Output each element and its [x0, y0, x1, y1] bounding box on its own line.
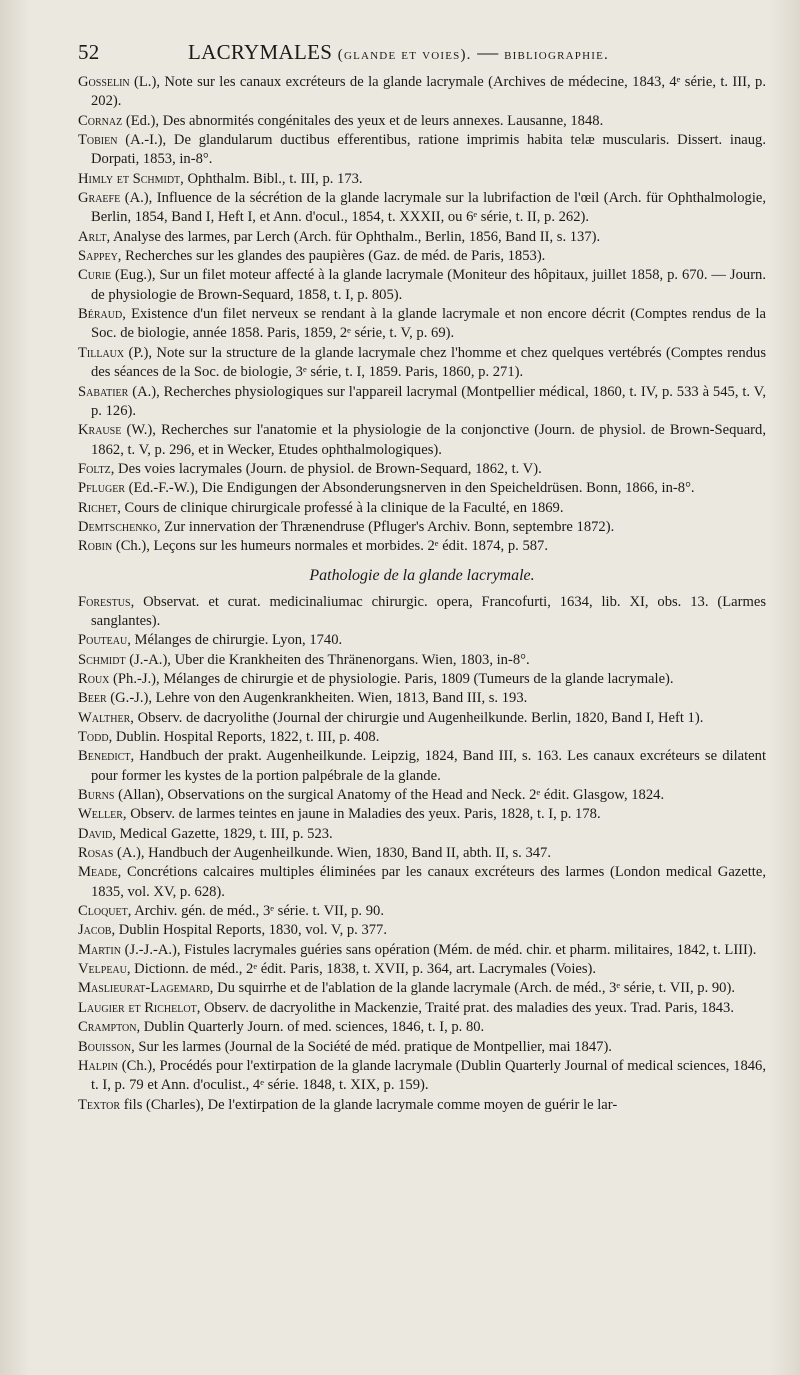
entry-text: , Observ. de larmes teintes en jaune in Maladies des yeux. Paris, 1828, t. I, p. 178. [122, 806, 601, 823]
bibliography-entry [78, 999, 766, 1018]
bibliography-entry [78, 1057, 766, 1096]
entry-author: Bouisson [78, 1038, 132, 1055]
entry-author: Robin [78, 538, 113, 555]
entry-text: , Dublin. Hospital Reports, 1822, t. III, p. 408. [108, 729, 380, 745]
running-title-dash: — [477, 40, 499, 64]
bibliography-entry [78, 344, 766, 383]
bibliography-entry [78, 479, 766, 498]
entry-text: , Concrétions calcaires multiples éliminées par les canaux excréteurs des larmes (London medical Gazette, 1835, vol. XV, p. 628). [91, 864, 766, 900]
bibliography-entry [78, 902, 766, 921]
bibliography-entry [78, 709, 766, 728]
entry-author: Todd [78, 729, 109, 745]
entry-text: , Existence d'un filet nerveux se rendant à la glande lacrymale et non encore décrit (Comptes rendus de la Soc. de biologie, année 1858. Paris, 1859, 2ᵉ série, t. V, p. 69). [91, 306, 766, 342]
bibliography-entry [78, 305, 766, 344]
entry-text: , Du squirrhe et de l'ablation de la glande lacrymale (Arch. de méd., 3ᵉ série, t. VII, p. 90). [209, 980, 735, 997]
entry-author: Sabatier [78, 383, 129, 400]
bibliography-entry [78, 786, 766, 805]
entry-text: , Medical Gazette, 1829, t. III, p. 523. [112, 825, 333, 842]
bibliography-entry [78, 863, 766, 902]
entry-text: , Mélanges de chirurgie. Lyon, 1740. [127, 632, 343, 649]
running-title [188, 40, 609, 65]
bibliography-entry [78, 825, 766, 844]
entry-author: Béraud [78, 306, 123, 323]
entry-author: Rosas [78, 845, 114, 862]
entry-text: , Handbuch der prakt. Augenheilkunde. Leipzig, 1824, Band III, s. 163. Les canaux excréteurs se dilatent pour former les kystes de la portion palpébrale de la glande. [91, 748, 766, 784]
entry-text: (Ph.-J.), Mélanges de chirurgie et de physiologie. Paris, 1809 (Tumeurs de la glande lacrymale). [109, 670, 674, 687]
entry-text: , Dublin Quarterly Journ. of med. sciences, 1846, t. I, p. 80. [136, 1019, 485, 1036]
bibliography-entry [78, 844, 766, 863]
entry-author: Cornaz [78, 112, 123, 129]
entry-text: , Des voies lacrymales (Journ. de physiol. de Brown-Sequard, 1862, t. V). [110, 460, 542, 477]
bibliography-entry [78, 728, 766, 747]
entry-text: (Ed.), Des abnormités congénitales des yeux et de leurs annexes. Lausanne, 1848. [122, 112, 604, 129]
bibliography-entry [78, 1096, 766, 1115]
entry-author: Jacob [78, 922, 112, 939]
entry-text: , Observat. et curat. medicinaliumac chirurgic. opera, Francofurti, 1634, lib. XI, obs. 13. (Larmes sanglantes). [91, 593, 766, 629]
bibliography-entry [78, 266, 766, 305]
bibliography-entry [78, 170, 766, 189]
entry-text: (G.-J.), Lehre von den Augenkrankheiten. Wien, 1813, Band III, s. 193. [106, 690, 528, 707]
bibliography-entry [78, 689, 766, 708]
bibliography-entry [78, 228, 766, 247]
bibliography-entry [78, 747, 766, 786]
entry-text: (P.), Note sur la structure de la glande lacrymale chez l'homme et chez quelques vertébrés (Comptes rendus des séances de la Soc. de biologie, 3ᵉ série, t. I, 1859. Paris, 1860, p. 271). [91, 344, 766, 381]
bibliography-entry [78, 805, 766, 824]
entry-author: Maslieurat-Lagemard [78, 980, 210, 997]
bibliography-entry [78, 631, 766, 650]
entry-text: (Ch.), Leçons sur les humeurs normales et morbides. 2ᵉ édit. 1874, p. 587. [112, 538, 548, 555]
entry-text: (W.), Recherches sur l'anatomie et la physiologie de la conjonctive (Journ. de physiol. de Brown-Sequard, 1862, t. V, p. 296, et in Wecker, Etudes ophthalmologiques). [91, 422, 766, 458]
entry-author: Velpeau [78, 961, 127, 978]
entry-text: (Allan), Observations on the surgical Anatomy of the Head and Neck. 2ᵉ édit. Glasgow, 1824. [114, 787, 665, 804]
entry-text: (A.), Handbuch der Augenheilkunde. Wien, 1830, Band II, abth. II, s. 347. [113, 845, 551, 862]
entry-text: , Analyse des larmes, par Lerch (Arch. für Ophthalm., Berlin, 1856, Band II, s. 137). [106, 228, 601, 245]
entry-text: , Recherches sur les glandes des paupières (Gaz. de méd. de Paris, 1853). [117, 248, 546, 265]
running-title-section: bibliographie. [504, 47, 609, 63]
running-title-sub: (glande et voies). [337, 47, 472, 63]
entry-author: Pfluger [78, 480, 126, 497]
entry-text: (A.), Recherches physiologiques sur l'appareil lacrymal (Montpellier médical, 1860, t. IV, p. 533 à 545, t. V, p. 126). [91, 383, 766, 419]
entry-text: (A.-I.), De glandularum ductibus efferentibus, ratione imprimis habita telæ muscularis. Dissert. inaug. Dorpati, 1853, in-8°. [91, 132, 766, 168]
entry-text: (Ch.), Procédés pour l'extirpation de la glande lacrymale (Dublin Quarterly Journal of medical sciences, 1846, t. I, p. 79 et Ann. d'oculist., 4ᵉ série. 1848, t. XIX, p. 159). [91, 1057, 766, 1094]
bibliography-entry [78, 421, 766, 460]
bibliography-entry [78, 537, 766, 556]
entry-author: Benedict [78, 748, 131, 765]
bibliography-entry [78, 921, 766, 940]
bibliography-entry [78, 131, 766, 170]
bibliography-entry [78, 460, 766, 479]
entry-author: Laugier et Richelot [78, 999, 197, 1016]
entry-author: Cloquet [78, 903, 128, 920]
bibliography-entry [78, 499, 766, 518]
entry-text: (J.-A.), Uber die Krankheiten des Thränenorgans. Wien, 1803, in-8°. [125, 651, 530, 668]
bibliography-pathology [78, 593, 766, 1115]
bibliography-entry [78, 941, 766, 960]
bibliography-entry [78, 189, 766, 228]
entry-text: , Dictionn. de méd., 2ᵉ édit. Paris, 1838, t. XVII, p. 364, art. Lacrymales (Voies). [126, 961, 597, 978]
entry-author: Foltz [78, 460, 111, 477]
entry-author: Beer [78, 690, 107, 707]
entry-text: , Dublin Hospital Reports, 1830, vol. V, p. 377. [111, 922, 388, 939]
entry-text: , Ophthalm. Bibl., t. III, p. 173. [180, 170, 363, 187]
entry-author: Graefe [78, 190, 121, 207]
entry-text: (A.), Influence de la sécrétion de la glande lacrymale sur la lubrifaction de l'œil (Arch. für Ophthalmologie, Berlin, 1854, Band I, Heft I, et Ann. d'ocul., 1854, t. XXXII, ou 6ᵉ série, t. II, p. 262). [91, 190, 766, 226]
entry-author: Pouteau [78, 632, 128, 649]
entry-author: Burns [78, 787, 115, 804]
bibliography-entry [78, 670, 766, 689]
entry-author: Halpin [78, 1057, 118, 1074]
entry-text: , Cours de clinique chirurgicale professé à la clinique de la Faculté, en 1869. [117, 499, 564, 516]
entry-author: Himly et Schmidt [78, 170, 181, 187]
bibliography-entry [78, 73, 766, 112]
entry-author: Schmidt [78, 651, 126, 668]
running-title-main: LACRYMALES [188, 40, 333, 64]
bibliography-entry [78, 247, 766, 266]
entry-author: Gosselin [78, 74, 130, 90]
bibliography-entry [78, 1018, 766, 1037]
entry-author: Roux [78, 670, 110, 687]
bibliography-entry [78, 112, 766, 131]
entry-text: , Observ. de dacryolithe in Mackenzie, Traité prat. des maladies des yeux. Trad. Paris, 1843. [196, 999, 735, 1016]
entry-author: Textor [78, 1096, 121, 1113]
entry-author: Arlt [78, 228, 107, 245]
bibliography-entry [78, 651, 766, 670]
entry-text: (J.-J.-A.), Fistules lacrymales guéries sans opération (Mém. de méd. chir. et pharm. militaires, 1842, t. LIII). [120, 941, 757, 958]
section-heading: Pathologie de la glande lacrymale. [309, 566, 535, 584]
entry-author: Meade [78, 864, 118, 881]
entry-author: Richet [78, 499, 118, 516]
entry-author: Demtschenko [78, 518, 157, 535]
bibliography-entry [78, 1038, 766, 1057]
entry-text: (Ed.-F.-W.), Die Endigungen der Absonderungsnerven in den Speicheldrüsen. Bonn, 1866, in-8°. [125, 480, 695, 497]
bibliography-entry [78, 593, 766, 632]
entry-text: , Observ. de dacryolithe (Journal der chirurgie und Augenheilkunde. Berlin, 1820, Band I, Heft 1). [130, 709, 704, 726]
bibliography-entry [78, 518, 766, 537]
entry-author: Curie [78, 267, 112, 284]
entry-author: Tillaux [78, 344, 125, 361]
bibliography-entry [78, 979, 766, 998]
entry-text: , Zur innervation der Thrænendruse (Pfluger's Archiv. Bonn, septembre 1872). [156, 518, 615, 535]
entry-author: Forestus [78, 593, 131, 610]
entry-author: Martin [78, 941, 121, 958]
entry-author: Krause [78, 422, 122, 439]
entry-author: Sappey [78, 248, 118, 265]
entry-text: , Sur les larmes (Journal de la Société de méd. pratique de Montpellier, mai 1847). [131, 1038, 612, 1055]
running-header [78, 40, 766, 70]
entry-text: , Archiv. gén. de méd., 3ᵉ série. t. VII, p. 90. [127, 903, 384, 920]
entry-text: (L.), Note sur les canaux excréteurs de la glande lacrymale (Archives de médecine, 1843, 4ᵉ série, t. III, p. 202). [91, 74, 766, 110]
entry-author: Walther [78, 709, 131, 726]
entry-author: Tobien [78, 132, 118, 149]
bibliography-entry [78, 383, 766, 422]
entry-text: (Eug.), Sur un filet moteur affecté à la glande lacrymale (Moniteur des hôpitaux, juillet 1858, p. 670. — Journ. de physiologie de Brown-Sequard, 1858, t. I, p. 805). [91, 267, 766, 303]
entry-author: Weller [78, 806, 123, 823]
page-number: 52 [78, 40, 100, 64]
bibliography-entry [78, 960, 766, 979]
bibliography-anatomy [78, 73, 766, 557]
entry-author: Crampton [78, 1019, 137, 1036]
entry-author: David [78, 825, 113, 842]
entry-text: fils (Charles), De l'extirpation de la glande lacrymale comme moyen de guérir le lar- [120, 1096, 618, 1113]
